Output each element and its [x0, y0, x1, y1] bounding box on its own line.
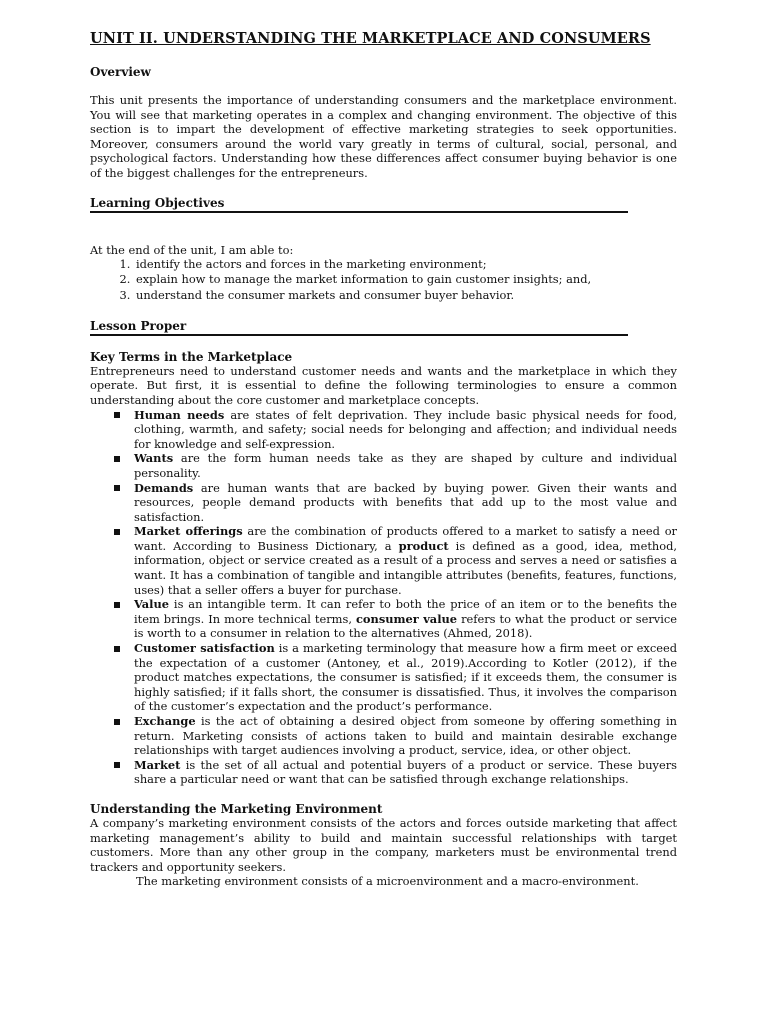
- term-definition: are the combination of products offered to a market to satisfy a need or want. According to Business Dictionary, a: [134, 524, 677, 553]
- environment-summary: The marketing environment consists of a microenvironment and a macro-environment.: [136, 874, 639, 889]
- term-definition: are states of felt deprivation. They include basic physical needs for food, clothing, warmth, and safety; social needs for belonging and affection; and individual needs for knowledge and self-expression.: [134, 407, 677, 451]
- key-terms-intro: Entrepreneurs need to understand customer needs and wants and the marketplace in which they operate. But first, it is essential to define the following terminologies to ensure a common understanding about the core customer and marketplace concepts.: [90, 363, 677, 407]
- term-label: Market: [134, 757, 181, 772]
- term-label: Value: [134, 597, 170, 612]
- document-page: [90, 30, 677, 889]
- objective-item: 3. understand the consumer markets and consumer buyer behavior.: [134, 288, 677, 303]
- term-label: Wants: [134, 451, 174, 466]
- term-definition-cont: refers to what the product or service is worth to a consumer in relation to the alternatives (Ahmed, 2018).: [134, 611, 677, 641]
- overview-paragraph: This unit presents the importance of understanding consumers and the marketplace environment. You will see that marketing operates in a complex and changing environment. The objective of this section is to impart the development of effective marketing strategies to seek opportunities. Moreover, consumers around the world vary greatly in terms of cultural, social, personal, and psychological factors. Understanding how these differences affect consumer buying behavior is one of the biggest challenges for the entrepreneurs.: [90, 93, 677, 180]
- term-definition: are human wants that are backed by buying power. Given their wants and resources, people demand products with benefits that add up to the most value and satisfaction.: [134, 480, 677, 524]
- term-definition: are the form human needs take as they are shaped by culture and individual personality.: [134, 451, 677, 480]
- key-terms-list: [90, 408, 677, 787]
- term-label: Market offerings: [134, 524, 243, 539]
- term-market-offerings: [134, 524, 677, 597]
- page-title: UNIT II. UNDERSTANDING THE MARKETPLACE AND CONSUMERS: [90, 30, 651, 47]
- term-value: [134, 597, 677, 641]
- term-human-needs: [134, 408, 677, 452]
- term-market: [134, 758, 677, 787]
- overview-heading: Overview: [90, 65, 151, 79]
- term-demands: [134, 481, 677, 525]
- objective-item: 2. explain how to manage the market information to gain customer insights; and,: [134, 272, 677, 287]
- lesson-proper-heading: Lesson Proper: [90, 319, 628, 336]
- term-definition: is a marketing terminology that measure how a firm meet or exceed the expectation of a customer (Antoney, et al., 2019).According to Kotler (2012), if the product matches expectations, the consumer is satisfied; if it exceeds them, the consumer is highly satisfied; if it falls short, the consumer is dissatisfied. Thus, it involves the comparison of the customer’s expectation and the product’s performance.: [134, 641, 677, 714]
- environment-paragraph: A company’s marketing environment consists of the actors and forces outside marketing that affect marketing management’s ability to build and maintain successful relationships with target customers. More than any other group in the company, marketers must be environmental trend trackers and opportunity seekers.: [90, 815, 677, 874]
- learning-objectives-heading: Learning Objectives: [90, 196, 628, 213]
- term-label: Customer satisfaction: [134, 641, 275, 656]
- key-terms-heading: Key Terms in the Marketplace: [90, 349, 293, 364]
- marketing-environment-heading: Understanding the Marketing Environment: [90, 801, 383, 816]
- term-customer-satisfaction: [134, 641, 677, 714]
- objectives-intro: At the end of the unit, I am able to:: [90, 242, 294, 257]
- term-definition: is an intangible term. It can refer to both the price of an item or to the benefits the item brings. In more technical terms,: [134, 597, 677, 626]
- term-definition: is the act of obtaining a desired object from someone by offering something in return. Marketing consists of actions taken to build and maintain desirable exchange relationships with target audiences involving a product, service, idea, or other object.: [134, 714, 677, 758]
- term-label-inline: consumer value: [356, 611, 458, 626]
- term-label: Demands: [134, 480, 194, 495]
- term-definition-cont: is defined as a good, idea, method, information, object or service created as a result of a process and serves a need or satisfies a want. It has a combination of tangible and intangible attributes (benefits, features, functions, uses) that a seller offers a buyer for purchase.: [134, 538, 678, 597]
- term-label: Human needs: [134, 407, 225, 422]
- term-label: Exchange: [134, 714, 196, 729]
- objective-item: 1. identify the actors and forces in the marketing environment;: [134, 257, 677, 272]
- objectives-list: [90, 257, 677, 303]
- term-label-inline: product: [398, 538, 449, 553]
- term-definition: is the set of all actual and potential buyers of a product or service. These buyers share a particular need or want that can be satisfied through exchange relationships.: [134, 757, 677, 787]
- term-wants: [134, 451, 677, 480]
- term-exchange: [134, 714, 677, 758]
